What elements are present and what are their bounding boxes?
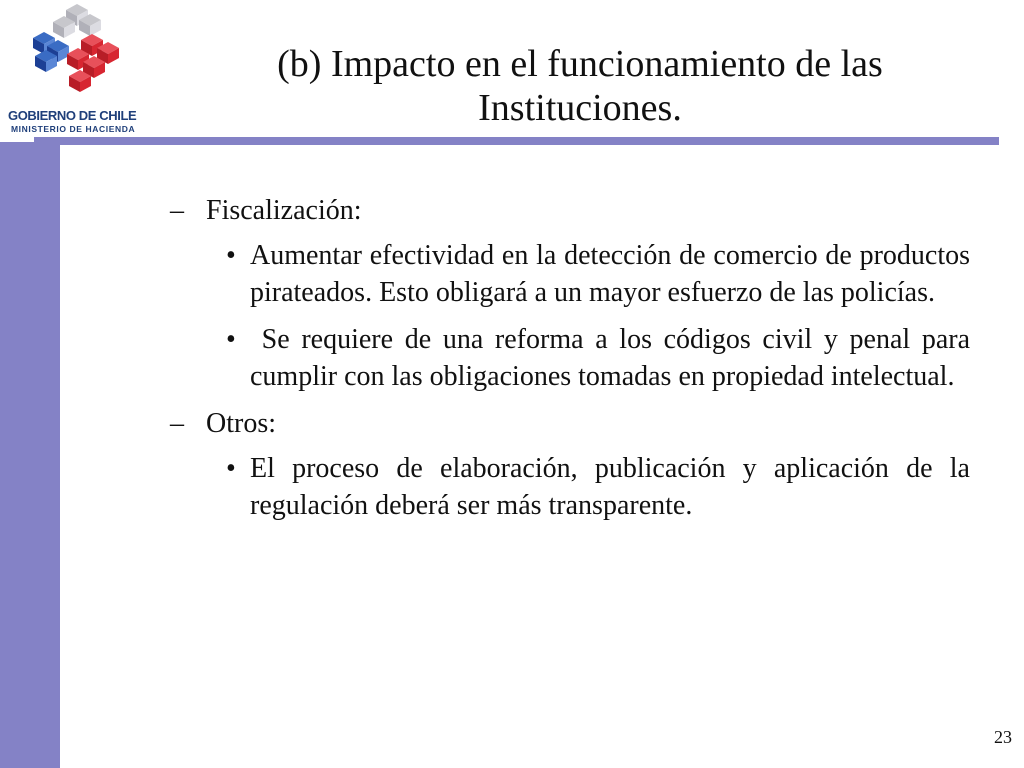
page-number: 23 xyxy=(994,727,1012,747)
dash-marker: – xyxy=(170,195,184,226)
logo-subtitle: MINISTERIO DE HACIENDA xyxy=(11,124,136,134)
bullet-marker: • xyxy=(226,453,236,484)
section-heading: Fiscalización: xyxy=(206,195,362,226)
bullet-item xyxy=(226,321,977,395)
title-underline-rule xyxy=(34,137,999,145)
bullet-text: Aumentar efectividad en la detección de comercio de productos pirateados. Esto obligará a un mayor esfuerzo de las policías. xyxy=(250,240,970,308)
bullet-marker: • xyxy=(226,324,236,355)
bullet-marker: • xyxy=(226,240,236,271)
bullet-item xyxy=(226,237,970,311)
slide-content xyxy=(170,192,977,534)
bullet-text: El proceso de elaboración, publicación y aplicación de la regulación deberá ser más transparente. xyxy=(250,453,970,521)
chile-cubes-logo-icon xyxy=(22,2,132,97)
slide-title: (b) Impacto en el funcionamiento de las Instituciones. xyxy=(277,43,883,129)
section-fiscalizacion xyxy=(170,192,970,229)
bullet-text: Se requiere de una reforma a los códigos civil y penal para cumplir con las obligaciones tomadas en propiedad intelectual. xyxy=(250,324,977,392)
logo-title: GOBIERNO DE CHILE xyxy=(8,108,137,123)
gobierno-de-chile-logo xyxy=(0,0,165,142)
bullet-item xyxy=(226,450,970,524)
section-otros xyxy=(170,405,970,442)
section-heading: Otros: xyxy=(206,408,276,439)
dash-marker: – xyxy=(170,408,184,439)
